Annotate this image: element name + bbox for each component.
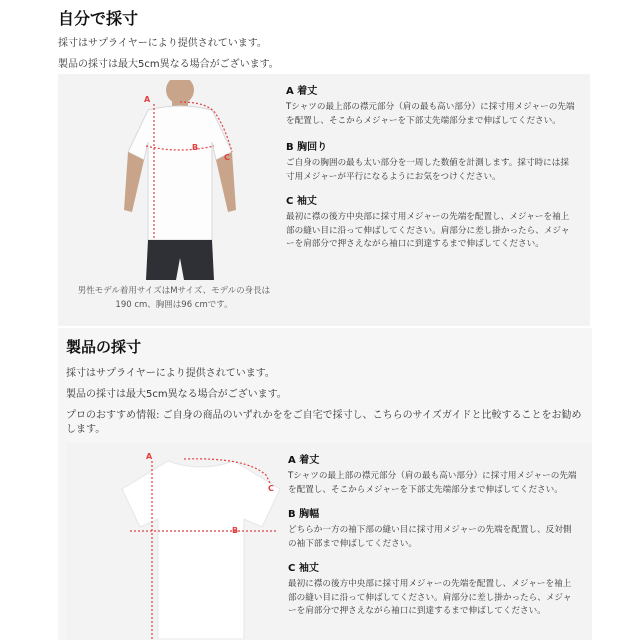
intro-text: 採寸はサプライヤーにより提供されています。 [66,368,275,379]
measure-panel [58,74,590,326]
item-title: A 着丈 [286,86,318,97]
self-measure-section [0,0,590,328]
item-text: 最初に襟の後方中央部に採寸用メジャーの先端を配置し、メジャーを袖上部の縫い目に沿って伸ばしてください。肩部分に差し掛かったら、メジャーを肩部分で押さえながら袖口に到達するまで伸ばしてください。 [288,579,572,616]
item-title: A 着丈 [288,455,320,466]
pro-tip-text: プロのおすすめ情報: ご自身の商品のいずれかををご自宅で採寸し、こちらのサイズガイドと比較することをお勧めします。 [66,410,582,435]
measure-item-c [286,192,576,252]
item-title: C 袖丈 [286,196,317,207]
item-text: 最初に襟の後方中央部に採寸用メジャーの先端を配置し、メジャーを袖上部の縫い目に沿って伸ばしてください。肩部分に差し掛かったら、メジャーを肩部分で押さえながら袖口に到達するまで伸ばしてください。 [286,212,570,249]
item-title: B 胸幅 [288,509,320,520]
item-text: Tシャツの最上部の襟元部分（肩の最も高い部分）に採寸用メジャーの先端を配置し、そこからメジャーを下部丈先端部分まで伸ばしてください。 [288,471,577,495]
label-c: C [224,153,230,162]
label-a: A [144,95,151,104]
label-b: B [232,526,239,535]
model-caption: 男性モデル着用サイズはMサイズ、モデルの身長は 190 cm、胸囲は96 cmです。 [77,286,271,310]
intro-text: 製品の採寸は最大5cm異なる場合がございます。 [58,59,279,70]
product-measure-section [58,328,592,640]
item-text: ご自身の胸囲の最も太い部分を一周した数値を計測します。採寸時には採寸用メジャーが平行になるようにお気をつけください。 [286,158,569,182]
item-text: Tシャツの最上部の襟元部分（肩の最も高い部分）に採寸用メジャーの先端を配置し、そこからメジャーを下部丈先端部分まで伸ばしてください。 [286,102,575,126]
measure-item-b [286,138,576,184]
measure-item-a [286,82,576,128]
tshirt-figure [116,449,286,639]
item-title: C 袖丈 [288,563,319,574]
measure-panel [66,443,592,640]
model-figure [108,80,248,280]
label-a: A [146,452,153,461]
label-b: B [192,143,199,152]
item-text: どちらか一方の袖下部の縫い目に採寸用メジャーの先端を配置し、反対側の袖下部まで伸ばしてください。 [288,525,572,549]
item-title: B 胸回り [286,142,328,153]
section-title: 製品の採寸 [66,338,142,356]
intro-text: 採寸はサプライヤーにより提供されています。 [58,38,267,49]
measure-item-a [288,451,578,497]
intro-text: 製品の採寸は最大5cm異なる場合がございます。 [66,389,287,400]
measure-item-c [288,559,578,619]
section-title: 自分で採寸 [58,9,139,28]
measure-item-b [288,505,578,551]
label-c: C [268,484,274,493]
